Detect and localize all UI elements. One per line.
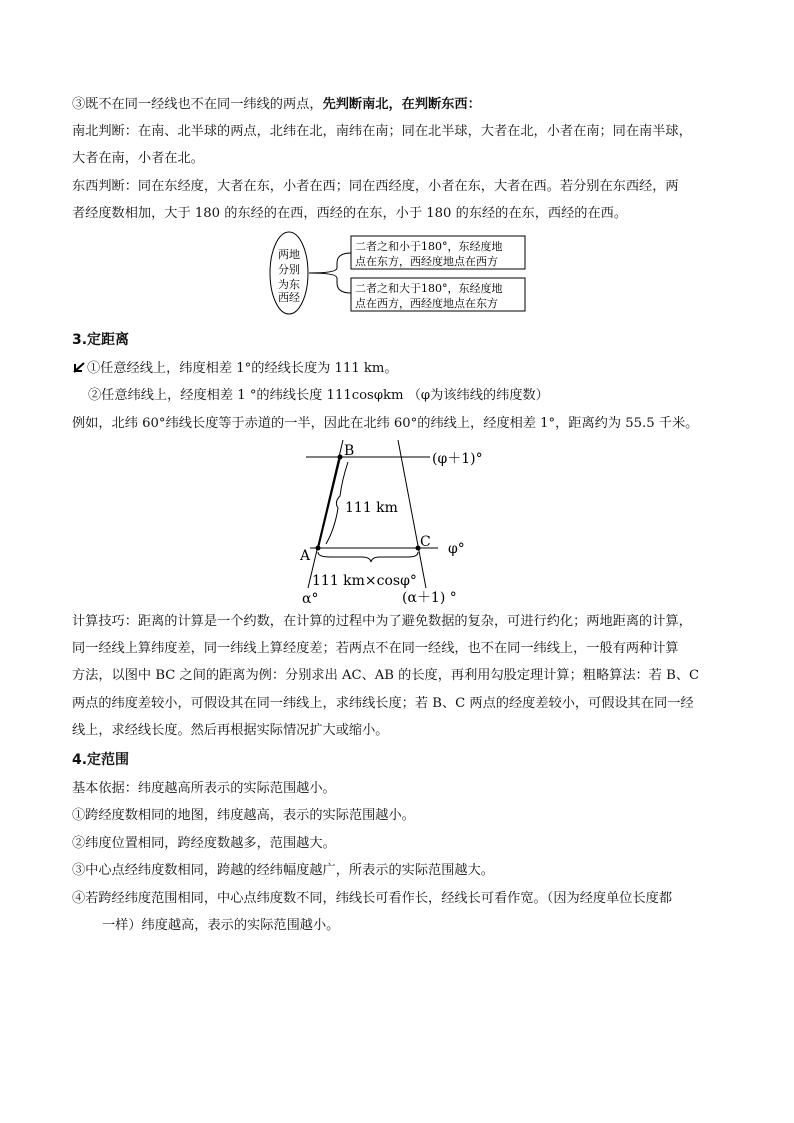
box2-line2: 点在西方，西经度地点在东方 <box>355 297 498 310</box>
item3-emphasis: 先判断南北，在判断东西： <box>322 97 481 112</box>
point-A <box>316 546 321 551</box>
distance-figure <box>290 440 510 608</box>
arrow-icon <box>72 361 86 373</box>
brace-parallel <box>318 552 418 562</box>
meridian-right <box>398 440 426 588</box>
tip-line-1: 计算技巧：距离的计算是一个约数，在计算的过程中为了避免数据的复杂，可进行约化；两地距离的计算， <box>72 614 692 629</box>
tip-line-3: 方法，以图中 BC 之间的距离为例：分别求出 AC、AB 的长度，再利用勾股定理计算；粗略算法：若 B、C <box>72 668 700 683</box>
range-item-4-line-2: 一样）纬度越高，表示的实际范围越小。 <box>102 918 340 933</box>
label-lon-left: α° <box>302 591 319 607</box>
oval-text-3: 为东 <box>278 278 300 291</box>
brace-connector <box>309 253 351 293</box>
range-basis: 基本依据：纬度越高所表示的实际范围越小。 <box>72 781 336 796</box>
ew-judgement-line-2: 者经度数相加，大于 180 的东经的在西，西经的在东，小于 180 的东经的在东，西经的在西。 <box>72 206 628 221</box>
distance-item-1-text: ①任意经线上，纬度相差 1°的经线长度为 111 km。 <box>87 361 398 376</box>
label-meridian-length: 111 km <box>345 500 398 516</box>
oval-text-4: 西经 <box>278 291 300 304</box>
oval-text-2: 分别 <box>278 263 300 276</box>
ew-judgement-line-1: 东西判断：同在东经度，大者在东，小者在西；同在西经度，小者在东，大者在西。若分别在东西经，两 <box>72 179 679 194</box>
distance-example: 例如，北纬 60°纬线长度等于赤道的一半，因此在北纬 60°的纬线上，经度相差 1°，距离约为 55.5 千米。 <box>72 416 699 431</box>
range-item-2: ②纬度位置相同，跨经度数越多，范围越大。 <box>72 836 336 851</box>
tip-line-4: 两点的纬度差较小，可假设其在同一纬线上，求纬线长度；若 B、C 两点的经度差较小，可假设其在同一经 <box>72 696 694 711</box>
box1-line1: 二者之和小于180°，东经度地 <box>355 240 503 253</box>
ns-judgement-line-1: 南北判断：在南、北半球的两点，北纬在北，南纬在南；同在北半球，大者在北，小者在南；同在南半球， <box>72 124 692 139</box>
range-item-4-line-1: ④若跨经纬度范围相同，中心点纬度数不同，纬线长可看作长，经线长可看作宽。（因为经度单位长度都 <box>72 891 673 906</box>
box2-line1: 二者之和大于180°，东经度地 <box>355 282 503 295</box>
tip-line-5: 线上，求经线长度。然后再根据实际情况扩大或缩小。 <box>72 723 389 738</box>
label-parallel-length: 111 km×cosφ° <box>312 573 417 589</box>
item3-lead: ③既不在同一经线也不在同一纬线的两点， <box>72 97 323 112</box>
point-B <box>338 455 343 460</box>
box1-line2: 点在东方，西经度地点在西方 <box>355 255 498 268</box>
range-item-3: ③中心点经纬度数相同，跨越的经纬幅度越广，所表示的实际范围越大。 <box>72 863 494 878</box>
label-lat-top: (φ＋1)° <box>432 451 483 467</box>
label-B: B <box>344 443 355 459</box>
label-lon-right: (α＋1) ° <box>402 590 457 606</box>
label-A: A <box>300 548 311 564</box>
distance-item-2: ②任意纬线上，经度相差 1 °的纬线长度 111cosφkm （φ为该纬线的纬度数） <box>88 388 549 403</box>
distance-item-1 <box>72 359 398 379</box>
section3-heading: 3.定距离 <box>72 332 130 348</box>
label-lat-mid: φ° <box>448 541 465 557</box>
ns-judgement-line-2: 大者在南，小者在北。 <box>72 151 204 166</box>
section4-heading: 4.定范围 <box>72 752 130 768</box>
range-item-1: ①跨经度数相同的地图，纬度越高，表示的实际范围越小。 <box>72 808 415 823</box>
east-west-diagram <box>265 230 535 316</box>
oval-text-1: 两地 <box>278 248 300 261</box>
tip-line-2: 同一经线上算纬度差，同一纬线上算经度差；若两点不在同一经线，也不在同一纬线上，一般有两种计算 <box>72 641 679 656</box>
item3-line <box>72 95 481 115</box>
label-C: C <box>420 534 431 550</box>
